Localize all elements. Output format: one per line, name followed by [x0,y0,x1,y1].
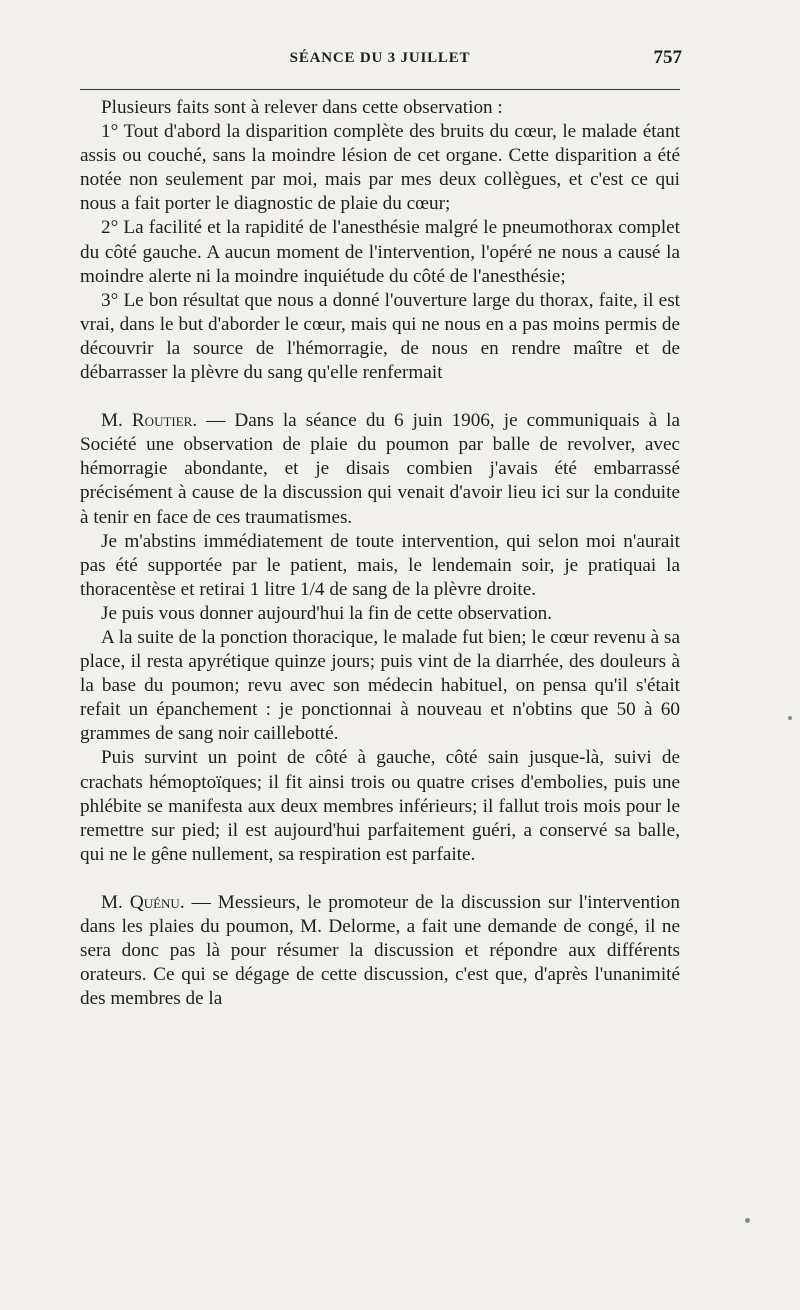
paper-speck [788,716,792,720]
paragraph-quenu [80,891,680,1011]
header-rule [80,89,680,90]
paragraph: Plusieurs faits sont à relever dans cette observation : [101,97,503,118]
paragraph: 2° La facilité et la rapidité de l'anesthésie malgré le pneumothorax complet du côté gauche. A aucun moment de l'intervention, l'opéré ne nous a causé la moindre alerte ni la moindre inquiétude du côté de l'anesthésie; [80,217,680,287]
speaker-name: M. Routier. [101,410,198,432]
paragraph: A la suite de la ponction thoracique, le malade fut bien; le cœur revenu à sa place, il resta apyrétique quinze jours; puis vint de la diarrhée, des douleurs à la base du poumon; revu avec son médecin habituel, on pensa qu'il s'était refait un épanchement : je ponctionnai à nouveau et n'obtins que 50 à 60 grammes de sang noir caillebotté. [80,626,680,745]
paragraph-routier [80,409,680,529]
paragraph: Je m'abstins immédiatement de toute intervention, qui selon moi n'aurait pas été supportée par le patient, mais, le lendemain soir, je pratiquai la thoracentèse et retirai 1 litre 1/4 de sang de la plèvre droite. [80,530,680,600]
paragraph: Puis survint un point de côté à gauche, côté sain jusque-là, suivi de crachats hémoptoïques; il fit ainsi trois ou quatre crises d'embolies, puis une phlébite se manifesta aux deux membres inférieurs; il fallut trois mois pour le remettre sur pied; il est aujourd'hui parfaitement guéri, a conservé sa balle, qui ne le gêne nullement, sa respiration est parfaite. [80,747,680,865]
speaker-text: — Messieurs, le promoteur de la discussion sur l'intervention dans les plaies du poumon, M. Delorme, a fait une demande de congé, il ne sera donc pas là pour résumer la discussion et répondre aux différents orateurs. Ce qui se dégage de cette discussion, c'est que, d'après l'unanimité des membres de la [80,891,680,1010]
speaker-text: — Dans la séance du 6 juin 1906, je communiquais à la Société une observation de plaie du poumon par balle de revolver, avec hémorragie abondante, et je disais combien j'avais été embarrassé précisément à cause de la discussion qui venait d'avoir lieu ici sur la conduite à tenir en face de ces traumatismes. [80,410,680,528]
page-header [80,48,680,72]
paragraph: 1° Tout d'abord la disparition complète des bruits du cœur, le malade étant assis ou couché, sans la moindre lésion de cet organe. Cette disparition a été notée non seulement par moi, mais par mes deux collègues, et c'est ce qui nous a fait porter le diagnostic de plaie du cœur; [80,121,680,215]
speaker-name: M. Quénu. [101,891,185,913]
paragraph: Je puis vous donner aujourd'hui la fin de cette observation. [101,602,553,624]
body-text [80,96,680,1011]
page-number: 757 [653,47,682,68]
paragraph: 3° Le bon résultat que nous a donné l'ouverture large du thorax, faite, il est vrai, dans le but d'aborder le cœur, mais qui ne nous en a pas moins permis de découvrir la source de l'hémorragie, de nous en rendre maître et de débarrasser la plèvre du sang qu'elle renfermait [80,289,680,384]
running-head: SÉANCE DU 3 JUILLET [289,50,471,66]
paper-speck [745,1218,750,1223]
